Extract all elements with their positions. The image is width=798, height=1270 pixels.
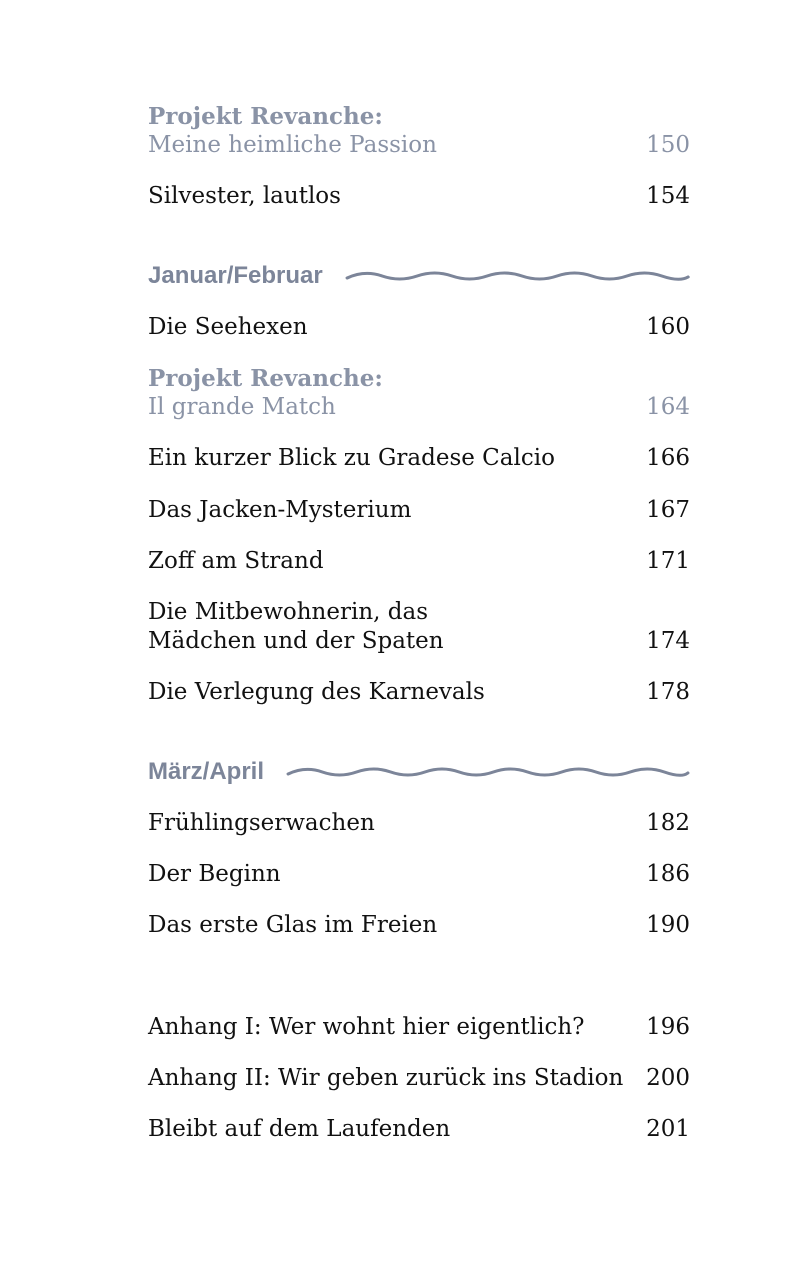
section-heading-maerz-april bbox=[148, 757, 690, 787]
toc-entry-fruehlingserwachen[interactable] bbox=[148, 809, 690, 838]
toc-entry-projekt-match[interactable] bbox=[148, 364, 690, 422]
toc-page-number: 164 bbox=[646, 394, 690, 420]
toc-entry-gradese-calcio[interactable] bbox=[148, 444, 690, 473]
toc-entry-title: Die Seehexen bbox=[148, 314, 308, 340]
wave-divider-icon bbox=[345, 268, 690, 284]
toc-page-number: 167 bbox=[646, 497, 690, 523]
toc-page-number: 174 bbox=[646, 628, 690, 654]
section-label: März/April bbox=[148, 758, 265, 785]
toc-entry-title: Anhang II: Wir geben zurück ins Stadion bbox=[148, 1065, 624, 1091]
toc-entry-title: Das erste Glas im Freien bbox=[148, 912, 438, 938]
wave-divider-icon bbox=[286, 764, 690, 780]
toc-entry-title: Zoff am Strand bbox=[148, 548, 324, 574]
toc-page-number: 160 bbox=[646, 314, 690, 340]
toc-entry-title: Il grande Match bbox=[148, 394, 336, 420]
toc-entry-mitbewohnerin[interactable] bbox=[148, 598, 690, 656]
toc-entry-anhang-1[interactable] bbox=[148, 1013, 690, 1042]
toc-page-number: 186 bbox=[646, 861, 690, 887]
toc-entry-erstes-glas[interactable] bbox=[148, 911, 690, 940]
toc-page-number: 150 bbox=[646, 132, 690, 158]
toc-entry-title: Silvester, lautlos bbox=[148, 183, 341, 209]
toc-entry-title: Frühlingserwachen bbox=[148, 810, 375, 836]
toc-entry-anhang-2[interactable] bbox=[148, 1064, 690, 1093]
toc-entry-der-beginn[interactable] bbox=[148, 860, 690, 889]
toc-entry-jacken-mysterium[interactable] bbox=[148, 496, 690, 525]
toc-entry-title: Anhang I: Wer wohnt hier eigentlich? bbox=[148, 1014, 585, 1040]
toc-entry-title: Die Mitbewohnerin, das Mädchen und der Spaten bbox=[148, 599, 444, 654]
toc-entry-title: Meine heimliche Passion bbox=[148, 132, 437, 158]
toc-entry-zoff-am-strand[interactable] bbox=[148, 547, 690, 576]
section-label: Januar/Februar bbox=[148, 262, 323, 289]
toc-page-number: 182 bbox=[646, 810, 690, 836]
toc-entry-projekt-passion[interactable] bbox=[148, 102, 690, 160]
toc-page-number: 190 bbox=[646, 912, 690, 938]
toc-page-number: 200 bbox=[646, 1065, 690, 1091]
toc-page-number: 154 bbox=[646, 183, 690, 209]
toc-page-number: 171 bbox=[646, 548, 690, 574]
toc-page-number: 201 bbox=[646, 1116, 690, 1142]
toc-page-number: 166 bbox=[646, 445, 690, 471]
table-of-contents bbox=[148, 0, 690, 1270]
toc-entry-title: Ein kurzer Blick zu Gradese Calcio bbox=[148, 445, 555, 471]
toc-entry-title: Die Verlegung des Karnevals bbox=[148, 679, 485, 705]
toc-entry-laufenden[interactable] bbox=[148, 1115, 690, 1144]
toc-entry-kicker: Projekt Revanche: bbox=[148, 103, 383, 130]
section-heading-januar-februar bbox=[148, 261, 690, 291]
toc-entry-title: Das Jacken-Mysterium bbox=[148, 497, 412, 523]
toc-entry-title: Bleibt auf dem Laufenden bbox=[148, 1116, 451, 1142]
toc-entry-karneval[interactable] bbox=[148, 678, 690, 707]
toc-page-number: 178 bbox=[646, 679, 690, 705]
toc-entry-seehexen[interactable] bbox=[148, 313, 690, 342]
toc-entry-title: Der Beginn bbox=[148, 861, 281, 887]
toc-page-number: 196 bbox=[646, 1014, 690, 1040]
toc-entry-kicker: Projekt Revanche: bbox=[148, 365, 383, 392]
toc-entry-silvester[interactable] bbox=[148, 182, 690, 211]
